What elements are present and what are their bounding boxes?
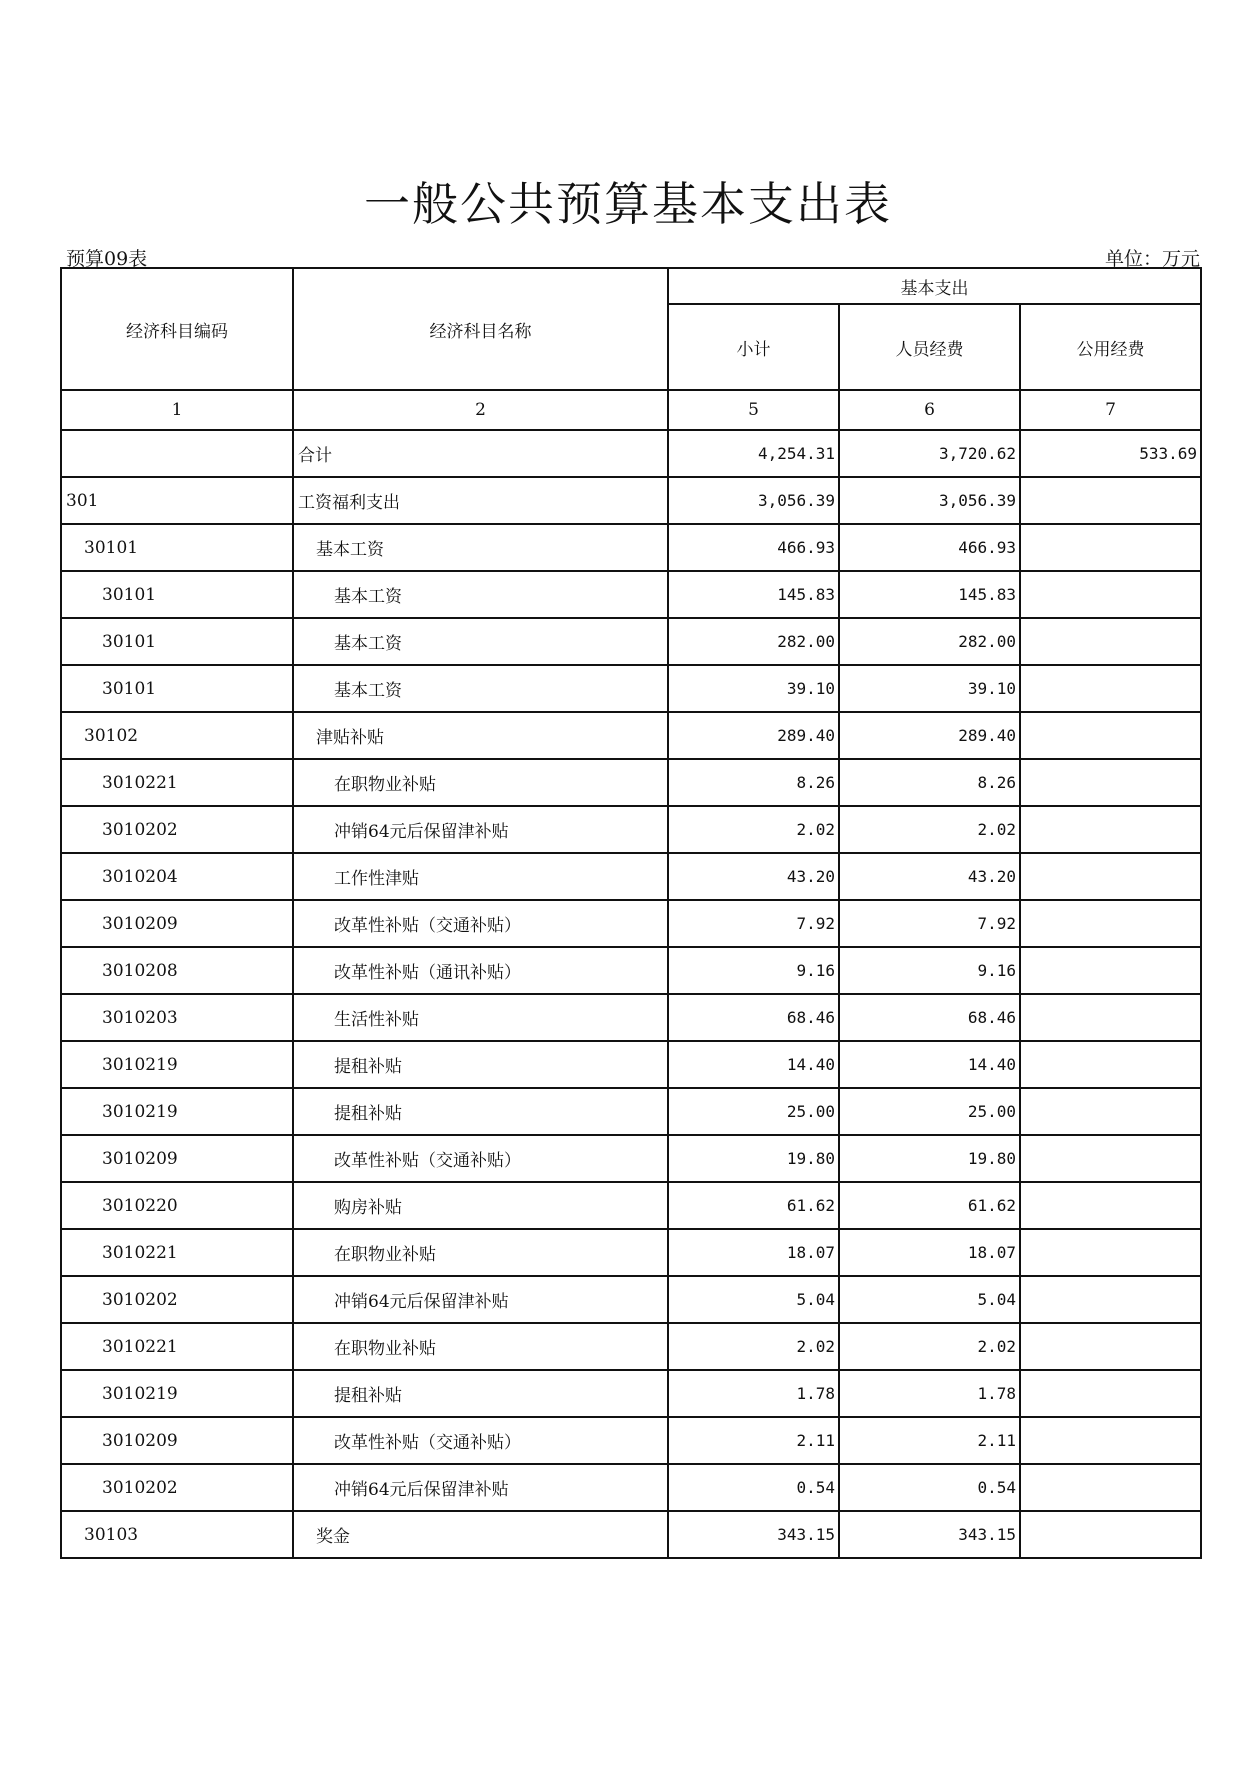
header-public: 公用经费 xyxy=(1020,304,1201,390)
cell-public xyxy=(1020,1229,1201,1276)
cell-public xyxy=(1020,1276,1201,1323)
cell-public xyxy=(1020,806,1201,853)
cell-public xyxy=(1020,571,1201,618)
cell-personnel: 43.20 xyxy=(839,853,1020,900)
cell-personnel: 7.92 xyxy=(839,900,1020,947)
cell-code: 3010209 xyxy=(61,1135,293,1182)
cell-name: 冲销64元后保留津补贴 xyxy=(293,806,668,853)
index-cell: 2 xyxy=(293,390,668,430)
cell-subtotal: 14.40 xyxy=(668,1041,839,1088)
cell-code: 3010209 xyxy=(61,900,293,947)
cell-code: 3010204 xyxy=(61,853,293,900)
table-row xyxy=(61,571,1201,618)
cell-personnel: 25.00 xyxy=(839,1088,1020,1135)
table-row xyxy=(61,759,1201,806)
cell-subtotal: 1.78 xyxy=(668,1370,839,1417)
cell-subtotal: 282.00 xyxy=(668,618,839,665)
cell-code: 301 xyxy=(61,477,293,524)
cell-name: 奖金 xyxy=(293,1511,668,1558)
cell-code: 3010202 xyxy=(61,1464,293,1511)
cell-personnel: 2.11 xyxy=(839,1417,1020,1464)
cell-code: 3010202 xyxy=(61,1276,293,1323)
index-row xyxy=(61,390,1201,430)
table-row xyxy=(61,1229,1201,1276)
cell-public xyxy=(1020,618,1201,665)
cell-code: 3010219 xyxy=(61,1041,293,1088)
cell-personnel: 343.15 xyxy=(839,1511,1020,1558)
cell-public xyxy=(1020,477,1201,524)
cell-subtotal: 18.07 xyxy=(668,1229,839,1276)
cell-subtotal: 145.83 xyxy=(668,571,839,618)
table-row xyxy=(61,1041,1201,1088)
cell-personnel: 0.54 xyxy=(839,1464,1020,1511)
cell-code: 3010203 xyxy=(61,994,293,1041)
cell-code: 3010219 xyxy=(61,1370,293,1417)
cell-personnel: 3,720.62 xyxy=(839,430,1020,477)
table-row xyxy=(61,900,1201,947)
cell-public xyxy=(1020,1323,1201,1370)
cell-subtotal: 5.04 xyxy=(668,1276,839,1323)
cell-personnel: 61.62 xyxy=(839,1182,1020,1229)
cell-public xyxy=(1020,1511,1201,1558)
cell-public xyxy=(1020,712,1201,759)
cell-code: 3010208 xyxy=(61,947,293,994)
cell-subtotal: 3,056.39 xyxy=(668,477,839,524)
cell-subtotal: 2.11 xyxy=(668,1417,839,1464)
cell-public xyxy=(1020,1370,1201,1417)
cell-public xyxy=(1020,1464,1201,1511)
cell-personnel: 3,056.39 xyxy=(839,477,1020,524)
table-row xyxy=(61,618,1201,665)
cell-code: 30103 xyxy=(61,1511,293,1558)
cell-name: 冲销64元后保留津补贴 xyxy=(293,1464,668,1511)
cell-name: 基本工资 xyxy=(293,571,668,618)
cell-name: 基本工资 xyxy=(293,665,668,712)
cell-code: 3010221 xyxy=(61,1323,293,1370)
table-row xyxy=(61,524,1201,571)
cell-code: 30101 xyxy=(61,571,293,618)
cell-subtotal: 68.46 xyxy=(668,994,839,1041)
table-row xyxy=(61,1417,1201,1464)
cell-name: 合计 xyxy=(293,430,668,477)
table-row xyxy=(61,477,1201,524)
cell-personnel: 39.10 xyxy=(839,665,1020,712)
cell-name: 改革性补贴（交通补贴） xyxy=(293,1417,668,1464)
cell-subtotal: 61.62 xyxy=(668,1182,839,1229)
cell-personnel: 289.40 xyxy=(839,712,1020,759)
cell-personnel: 68.46 xyxy=(839,994,1020,1041)
cell-code: 3010221 xyxy=(61,1229,293,1276)
header-name: 经济科目名称 xyxy=(293,268,668,390)
cell-code: 30102 xyxy=(61,712,293,759)
cell-name: 在职物业补贴 xyxy=(293,1323,668,1370)
index-cell: 5 xyxy=(668,390,839,430)
index-cell: 6 xyxy=(839,390,1020,430)
cell-code: 3010220 xyxy=(61,1182,293,1229)
cell-subtotal: 9.16 xyxy=(668,947,839,994)
cell-name: 工资福利支出 xyxy=(293,477,668,524)
cell-personnel: 282.00 xyxy=(839,618,1020,665)
cell-public xyxy=(1020,1041,1201,1088)
cell-public xyxy=(1020,900,1201,947)
table-row xyxy=(61,994,1201,1041)
cell-subtotal: 19.80 xyxy=(668,1135,839,1182)
cell-subtotal: 2.02 xyxy=(668,1323,839,1370)
budget-table xyxy=(60,267,1202,1559)
form-id: 预算09表 xyxy=(66,248,148,270)
cell-personnel: 14.40 xyxy=(839,1041,1020,1088)
cell-subtotal: 7.92 xyxy=(668,900,839,947)
header-basic: 基本支出 xyxy=(668,268,1201,304)
cell-code: 30101 xyxy=(61,618,293,665)
cell-name: 改革性补贴（交通补贴） xyxy=(293,1135,668,1182)
cell-personnel: 2.02 xyxy=(839,806,1020,853)
cell-personnel: 1.78 xyxy=(839,1370,1020,1417)
table-row xyxy=(61,1276,1201,1323)
cell-public xyxy=(1020,994,1201,1041)
cell-name: 津贴补贴 xyxy=(293,712,668,759)
cell-name: 冲销64元后保留津补贴 xyxy=(293,1276,668,1323)
unit-label: 单位：万元 xyxy=(1104,248,1200,270)
index-cell: 7 xyxy=(1020,390,1201,430)
cell-code: 30101 xyxy=(61,524,293,571)
cell-code: 3010219 xyxy=(61,1088,293,1135)
table-row xyxy=(61,1088,1201,1135)
cell-public xyxy=(1020,947,1201,994)
table-row xyxy=(61,1464,1201,1511)
header-personnel: 人员经费 xyxy=(839,304,1020,390)
cell-name: 生活性补贴 xyxy=(293,994,668,1041)
cell-name: 在职物业补贴 xyxy=(293,759,668,806)
cell-name: 工作性津贴 xyxy=(293,853,668,900)
cell-personnel: 2.02 xyxy=(839,1323,1020,1370)
cell-code: 3010209 xyxy=(61,1417,293,1464)
table-row xyxy=(61,430,1201,477)
table-row xyxy=(61,806,1201,853)
cell-name: 改革性补贴（通讯补贴） xyxy=(293,947,668,994)
cell-name: 在职物业补贴 xyxy=(293,1229,668,1276)
table-row xyxy=(61,712,1201,759)
cell-public: 533.69 xyxy=(1020,430,1201,477)
cell-personnel: 19.80 xyxy=(839,1135,1020,1182)
cell-name: 提租补贴 xyxy=(293,1370,668,1417)
cell-subtotal: 39.10 xyxy=(668,665,839,712)
table-row xyxy=(61,665,1201,712)
table-row xyxy=(61,1182,1201,1229)
cell-personnel: 5.04 xyxy=(839,1276,1020,1323)
cell-name: 基本工资 xyxy=(293,618,668,665)
cell-subtotal: 466.93 xyxy=(668,524,839,571)
table-row xyxy=(61,853,1201,900)
cell-subtotal: 8.26 xyxy=(668,759,839,806)
page-title: 一般公共预算基本支出表 xyxy=(364,177,892,231)
table-row xyxy=(61,1135,1201,1182)
cell-personnel: 145.83 xyxy=(839,571,1020,618)
cell-personnel: 18.07 xyxy=(839,1229,1020,1276)
cell-name: 改革性补贴（交通补贴） xyxy=(293,900,668,947)
cell-code: 30101 xyxy=(61,665,293,712)
cell-public xyxy=(1020,1088,1201,1135)
index-cell: 1 xyxy=(61,390,293,430)
table-row xyxy=(61,947,1201,994)
cell-name: 提租补贴 xyxy=(293,1088,668,1135)
table-row xyxy=(61,1511,1201,1558)
cell-name: 提租补贴 xyxy=(293,1041,668,1088)
cell-subtotal: 43.20 xyxy=(668,853,839,900)
cell-name: 购房补贴 xyxy=(293,1182,668,1229)
table-row xyxy=(61,1370,1201,1417)
cell-personnel: 8.26 xyxy=(839,759,1020,806)
cell-public xyxy=(1020,1182,1201,1229)
cell-subtotal: 2.02 xyxy=(668,806,839,853)
cell-public xyxy=(1020,1417,1201,1464)
cell-subtotal: 0.54 xyxy=(668,1464,839,1511)
cell-subtotal: 289.40 xyxy=(668,712,839,759)
cell-subtotal: 343.15 xyxy=(668,1511,839,1558)
cell-personnel: 466.93 xyxy=(839,524,1020,571)
table-row xyxy=(61,1323,1201,1370)
cell-public xyxy=(1020,759,1201,806)
cell-name: 基本工资 xyxy=(293,524,668,571)
cell-personnel: 9.16 xyxy=(839,947,1020,994)
cell-public xyxy=(1020,665,1201,712)
header-code: 经济科目编码 xyxy=(61,268,293,390)
cell-public xyxy=(1020,853,1201,900)
cell-code xyxy=(61,430,293,477)
cell-public xyxy=(1020,1135,1201,1182)
cell-code: 3010202 xyxy=(61,806,293,853)
cell-subtotal: 4,254.31 xyxy=(668,430,839,477)
header-subtotal: 小计 xyxy=(668,304,839,390)
table-body xyxy=(61,430,1201,1558)
cell-public xyxy=(1020,524,1201,571)
cell-subtotal: 25.00 xyxy=(668,1088,839,1135)
cell-code: 3010221 xyxy=(61,759,293,806)
